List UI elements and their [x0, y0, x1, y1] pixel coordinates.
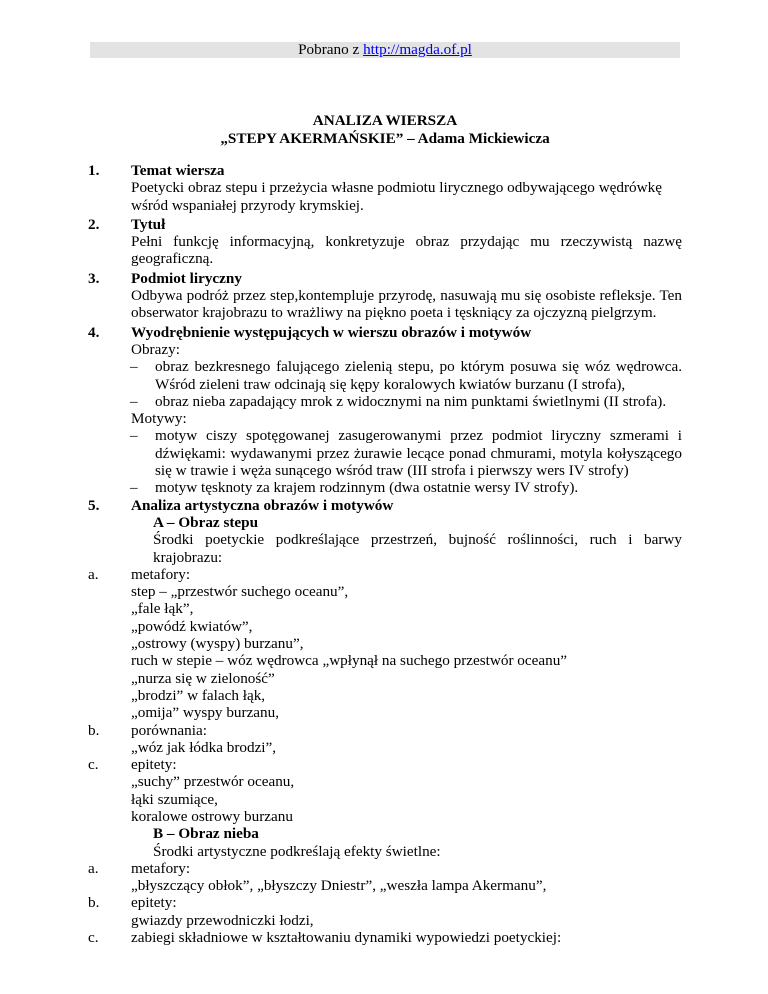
source-link[interactable]: http://magda.of.pl	[363, 41, 472, 58]
item-letter: c.	[88, 756, 99, 774]
motifs-label: Motywy:	[131, 410, 187, 428]
list-item-text: motyw ciszy spotęgowanej zasugerowanymi przez podmiot liryczny szmerami i dźwiękami: wydawanymi przez żurawie lecące ponad chmurami, motyla kołyszącego się w trawie i węża sunącego wśród traw (III strofa i pierwszy wers IV strofy)	[155, 427, 682, 480]
part-a-items	[88, 566, 682, 825]
list-item	[121, 358, 682, 393]
part-b-item-epithets	[88, 894, 682, 929]
item-label: porównania:	[131, 721, 207, 739]
section-4	[88, 324, 682, 497]
list-item	[121, 393, 682, 410]
part-a-heading: A – Obraz stepu	[153, 513, 259, 531]
item-line: gwiazdy przewodniczki łodzi,	[131, 911, 314, 929]
section-text: Poetycki obraz stepu i przeżycia własne podmiotu lirycznego odbywającego wędrówkę wśród wspaniałej przyrody krymskiej.	[131, 179, 662, 214]
section-heading: Tytuł	[131, 215, 166, 233]
dash-bullet: –	[130, 392, 138, 410]
document-title	[88, 112, 682, 148]
section-heading: Podmiot liryczny	[131, 269, 242, 287]
section-text: Odbywa podróż przez step,kontempluje przyrodę, nasuwają mu się osobiste refleksje. Ten obserwator krajobrazu to wrażliwy na piękno poeta i tęskniący za ojczyzną pielgrzym.	[131, 287, 682, 322]
section-5	[88, 497, 682, 566]
part-a-item-comparisons	[88, 722, 682, 757]
part-a-item-epithets	[88, 756, 682, 825]
section-number: 1.	[88, 162, 100, 179]
part-b-item-syntax	[88, 929, 682, 946]
section-number: 3.	[88, 269, 100, 287]
part-b-heading: B – Obraz nieba	[153, 825, 259, 843]
item-line: „fale łąk”,	[131, 600, 194, 618]
section-1	[88, 162, 682, 214]
item-line: step – „przestwór suchego oceanu”,	[131, 583, 349, 601]
list-item-text: motyw tęsknoty za krajem rodzinnym (dwa ostatnie wersy IV strofy).	[155, 479, 579, 497]
item-line: „błyszczący obłok”, „błyszczy Dniestr”, „weszła lampa Akermanu”,	[131, 877, 547, 895]
section-text: Pełni funkcję informacyjną, konkretyzuje obraz przydając mu rzeczywistą nazwę geograficzną.	[131, 233, 682, 268]
list-item	[121, 427, 682, 479]
section-heading: Wyodrębnienie występujących w wierszu obrazów i motywów	[131, 323, 532, 341]
item-line: koralowe ostrowy burzanu	[131, 807, 293, 825]
section-heading: Analiza artystyczna obrazów i motywów	[131, 496, 394, 514]
section-number: 5.	[88, 496, 100, 514]
section-2	[88, 216, 682, 268]
images-label: Obrazy:	[131, 340, 180, 358]
item-line: „nurza się w zieloność”	[131, 669, 275, 687]
section-number: 2.	[88, 215, 100, 233]
dash-bullet: –	[130, 479, 138, 497]
item-label: epitety:	[131, 894, 177, 912]
part-b-intro: Środki artystyczne podkreślają efekty świetlne:	[153, 842, 441, 860]
section-3	[88, 270, 682, 322]
item-letter: b.	[88, 721, 100, 739]
part-a-intro: Środki poetyckie podkreślające przestrzeń, bujność roślinności, ruch i barwy krajobrazu:	[153, 531, 682, 566]
item-label: zabiegi składniowe w kształtowaniu dynamiki wypowiedzi poetyckiej:	[131, 929, 562, 947]
item-line: łąki szumiące,	[131, 790, 218, 808]
list-item-text: obraz nieba zapadający mrok z widocznymi na nim punktami świetlnymi (II strofa).	[155, 392, 667, 410]
item-line: „suchy” przestwór oceanu,	[131, 773, 295, 791]
dash-bullet: –	[130, 358, 138, 376]
part-b-items	[88, 860, 682, 946]
item-letter: a.	[88, 859, 99, 877]
list-item	[121, 479, 682, 496]
download-source-header	[90, 42, 680, 58]
list-item-text: obraz bezkresnego falującego zielenią stepu, po którym posuwa się wóz wędrowca. Wśród zieleni traw odcinają się kępy koralowych kwiatów burzanu (I strofa),	[155, 358, 682, 393]
section-heading: Temat wiersza	[131, 162, 225, 179]
item-line: „brodzi” w falach łąk,	[131, 686, 266, 704]
header-prefix: Pobrano z	[298, 41, 364, 58]
part-b	[88, 825, 682, 860]
item-line: „omija” wyspy burzanu,	[131, 704, 280, 722]
item-line: „wóz jak łódka brodzi”,	[131, 738, 277, 756]
title-line-2: „STEPY AKERMAŃSKIE” – Adama Mickiewicza	[220, 130, 550, 147]
item-letter: c.	[88, 929, 99, 947]
part-a-item-metaphors	[88, 566, 682, 722]
section-number: 4.	[88, 323, 100, 341]
item-label: metafory:	[131, 859, 191, 877]
item-letter: b.	[88, 894, 100, 912]
title-line-1: ANALIZA WIERSZA	[312, 112, 458, 129]
item-line: „ostrowy (wyspy) burzanu”,	[131, 635, 304, 653]
item-letter: a.	[88, 565, 99, 583]
part-b-item-metaphors	[88, 860, 682, 895]
dash-bullet: –	[130, 427, 138, 445]
item-label: epitety:	[131, 756, 177, 774]
item-line: „powódź kwiatów”,	[131, 617, 253, 635]
item-label: metafory:	[131, 565, 191, 583]
item-line: ruch w stepie – wóz wędrowca „wpłynął na suchego przestwór oceanu”	[131, 652, 568, 670]
document-body	[88, 162, 682, 946]
